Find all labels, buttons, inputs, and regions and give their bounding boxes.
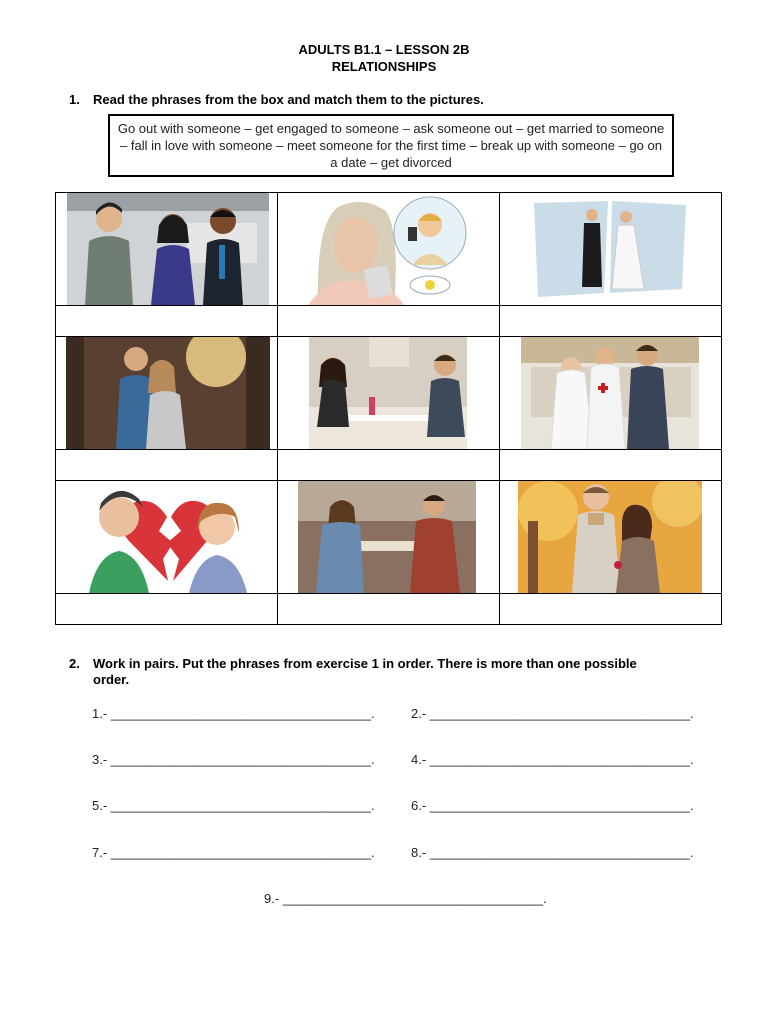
answer-cell-8[interactable]: [278, 594, 500, 625]
answer-line-9[interactable]: 9.- ____________________________________.: [264, 891, 547, 906]
picture-cell-7: [56, 481, 278, 594]
answer-cell-9[interactable]: [500, 594, 722, 625]
exercise2-instruction: [69, 656, 709, 688]
exercise2-number: 2.: [69, 656, 80, 671]
answer-line-6[interactable]: 6.- ____________________________________.: [411, 798, 694, 813]
answer-line-8[interactable]: 8.- ____________________________________.: [411, 845, 694, 860]
answer-cell-1[interactable]: [56, 306, 278, 337]
picture-grid: [55, 192, 722, 625]
meet-first-time-illustration: [67, 193, 269, 305]
broken-heart-illustration: [89, 481, 247, 593]
answer-cell-2[interactable]: [278, 306, 500, 337]
exercise1-text: Read the phrases from the box and match them to the pictures.: [93, 92, 484, 107]
exercise1-number: 1.: [69, 92, 80, 107]
answer-line-2[interactable]: 2.- ____________________________________.: [411, 706, 694, 721]
picture-cell-2: [278, 193, 500, 306]
answer-cell-7[interactable]: [56, 594, 278, 625]
picture-cell-8: [278, 481, 500, 594]
couple-in-love-photo: [66, 337, 270, 449]
answer-cell-3[interactable]: [500, 306, 722, 337]
proposal-ring-photo: [518, 481, 702, 593]
answer-line-4[interactable]: 4.- ____________________________________.: [411, 752, 694, 767]
dinner-date-photo: [309, 337, 467, 449]
answer-line-1[interactable]: 1.- ____________________________________.: [92, 706, 375, 721]
wedding-ceremony-photo: [521, 337, 699, 449]
exercise2-text-line2: order.: [93, 672, 130, 687]
lesson-subtitle: RELATIONSHIPS: [331, 59, 437, 74]
answer-line-3[interactable]: 3.- ____________________________________.: [92, 752, 375, 767]
lesson-title: ADULTS B1.1 – LESSON 2B: [298, 42, 470, 57]
answer-cell-4[interactable]: [56, 450, 278, 481]
answer-line-7[interactable]: 7.- ____________________________________.: [92, 845, 375, 860]
picture-cell-6: [500, 337, 722, 450]
picture-cell-5: [278, 337, 500, 450]
answer-cell-5[interactable]: [278, 450, 500, 481]
answer-line-5[interactable]: 5.- ____________________________________.: [92, 798, 375, 813]
picture-cell-3: [500, 193, 722, 306]
couple-at-cafe-photo: [298, 481, 476, 593]
answer-cell-6[interactable]: [500, 450, 722, 481]
exercise2-text-line1: Work in pairs. Put the phrases from exercise 1 in order. There is more than one possible: [93, 656, 637, 671]
torn-wedding-photo: [530, 193, 690, 305]
picture-cell-4: [56, 337, 278, 450]
exercise1-instruction: [69, 92, 484, 108]
picture-cell-9: [500, 481, 722, 594]
phrase-box: Go out with someone – get engaged to someone – ask someone out – get married to someone – fall in love with someone – meet someone for the first time – break up with someone – go on a date – get divorced: [108, 114, 674, 177]
ask-out-by-phone-illustration: [308, 193, 468, 305]
picture-cell-1: [56, 193, 278, 306]
